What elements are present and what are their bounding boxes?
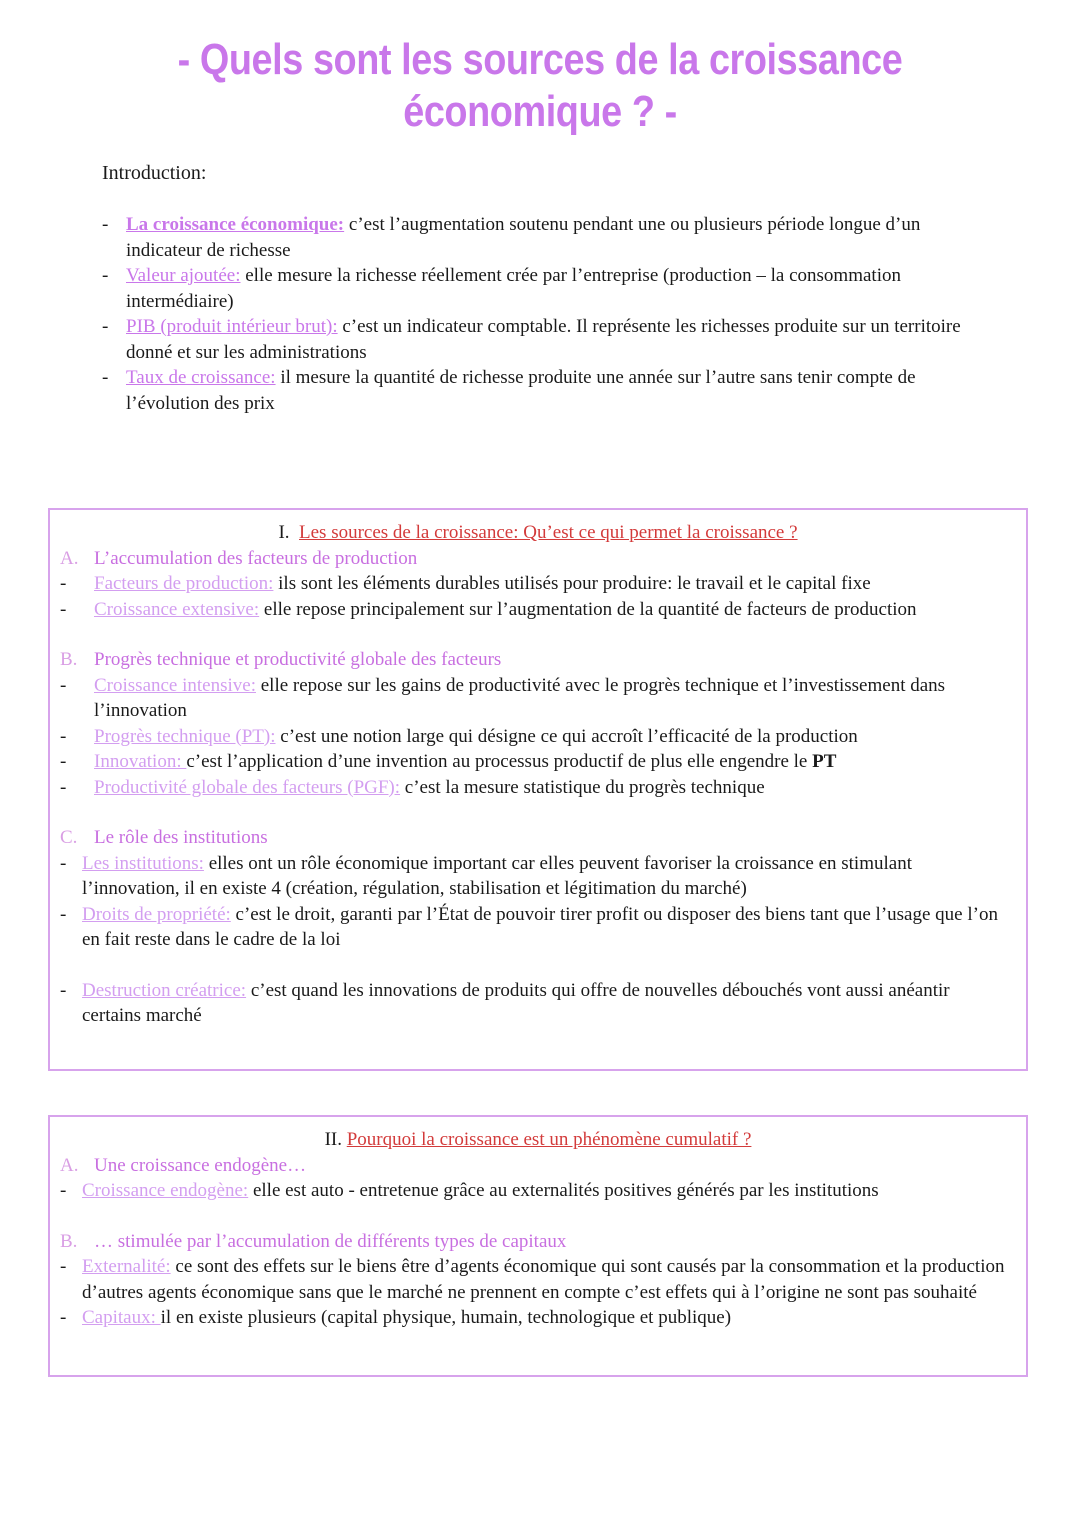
page-title <box>0 34 1080 138</box>
bold-abbreviation: PT <box>812 751 837 772</box>
section-title-text: Pourquoi la croissance est un phénomène cumulatif ? <box>346 1129 752 1150</box>
subsection-a-heading <box>50 1153 1026 1179</box>
subsection-a-heading <box>50 546 1026 572</box>
definition-text: elles ont un rôle économique important car elles peuvent favoriser la croissance en stimulant l’innovation, il en existe 4 (création, régulation, stabilisation et légitimation du marché) <box>82 852 912 899</box>
subsection-b-list <box>50 1254 1026 1331</box>
definition-text: elle mesure la richesse réellement crée par l’entreprise (production – la consommation intermédiaire) <box>126 265 901 312</box>
section-number: I. <box>278 522 290 543</box>
definition-term: Taux de croissance: <box>126 367 276 388</box>
section-1-box <box>48 508 1028 1071</box>
definition-term: Progrès technique (PT): <box>94 725 276 747</box>
list-item <box>50 673 1026 724</box>
definition-text: il en existe plusieurs (capital physique, humain, technologique et publique) <box>160 1307 732 1328</box>
list-item <box>50 1178 1026 1204</box>
subsection-c-list <box>50 851 1026 953</box>
list-item <box>50 1254 1026 1305</box>
list-item <box>50 724 1026 750</box>
definition-term: Croissance intensive: <box>94 674 256 696</box>
intro-list <box>102 212 982 416</box>
definition-text: ce sont des effets sur le biens être d’agents économique qui sont causés par la consommation et la production d’autres agents économique sans que le marché ne prennent en compte c’est effets qui à l’origine ne sont pas souhaité <box>82 1256 1005 1303</box>
definition-text: c’est le droit, garanti par l’État de pouvoir tirer profit ou disposer des biens tant que l’usage que l’on en fait reste dans le cadre de la loi <box>82 903 998 950</box>
definition-text: il mesure la quantité de richesse produite une année sur l’autre sans tenir compte de l’évolution des prix <box>126 367 916 414</box>
subsection-letter: B. <box>60 649 78 670</box>
definition-term: Destruction créatrice: <box>82 979 247 1001</box>
definition-term: Capitaux: <box>82 1307 161 1328</box>
definition-term: Productivité globale des facteurs (PGF): <box>94 776 401 798</box>
list-item <box>50 902 1026 953</box>
definition-term: Innovation: <box>94 751 187 772</box>
subsection-title: … stimulée par l’accumulation de différents types de capitaux <box>94 1230 567 1252</box>
definition-text: c’est quand les innovations de produits qui offre de nouvelles débouchés vont aussi anéantir certains marché <box>82 979 950 1026</box>
list-item <box>102 212 982 263</box>
list-item <box>50 851 1026 902</box>
definition-term: Droits de propriété: <box>82 903 231 925</box>
list-item <box>102 314 982 365</box>
subsection-b-list <box>50 673 1026 801</box>
definition-text: c’est l’augmentation soutenu pendant une ou plusieurs période longue d’un indicateur de richesse <box>126 214 921 261</box>
list-item <box>50 571 1026 597</box>
subsection-title: Une croissance endogène… <box>94 1154 307 1176</box>
definition-term: La croissance économique: <box>126 214 345 235</box>
definition-term: Les institutions: <box>82 852 204 874</box>
subsection-title: Progrès technique et productivité globale des facteurs <box>94 649 502 670</box>
definition-term: Facteurs de production: <box>94 573 274 594</box>
subsection-letter: C. <box>60 827 78 848</box>
list-item <box>50 775 1026 801</box>
intro-heading: Introduction: <box>102 162 207 184</box>
definition-text: elle repose principalement sur l’augmentation de la quantité de facteurs de production <box>259 598 917 620</box>
definition-term: Croissance endogène: <box>82 1180 249 1201</box>
subsection-c-heading <box>50 825 1026 851</box>
definition-text: c’est l’application d’une invention au processus productif de plus elle engendre le <box>186 751 813 772</box>
subsection-a-list <box>50 571 1026 622</box>
title-line-2: économique ? - <box>403 87 677 136</box>
definition-term: Externalité: <box>82 1256 171 1277</box>
section-number: II. <box>324 1129 342 1150</box>
subsection-letter: A. <box>60 1154 79 1176</box>
section-2-box <box>48 1115 1028 1377</box>
list-item <box>50 978 1026 1029</box>
subsection-a-list <box>50 1178 1026 1204</box>
definition-text: c’est un indicateur comptable. Il représente les richesses produite sur un territoire donné et sur les administrations <box>126 316 961 363</box>
list-item <box>102 365 982 416</box>
list-item <box>50 597 1026 623</box>
section-1-title <box>50 520 1026 546</box>
section-2-title <box>50 1127 1026 1153</box>
section-title-text: Les sources de la croissance: Qu’est ce qui permet la croissance ? <box>299 522 798 543</box>
subsection-title: Le rôle des institutions <box>94 827 268 848</box>
definition-term: PIB (produit intérieur brut): <box>126 316 338 337</box>
list-item <box>102 263 982 314</box>
definition-text: c’est la mesure statistique du progrès technique <box>400 776 765 798</box>
subsection-title: L’accumulation des facteurs de production <box>94 547 418 569</box>
subsection-letter: B. <box>60 1230 78 1252</box>
subsection-letter: A. <box>60 547 79 569</box>
subsection-b-heading <box>50 647 1026 673</box>
list-item <box>50 749 1026 775</box>
definition-text: elle est auto - entretenue grâce au externalités positives générés par les institutions <box>248 1180 879 1201</box>
title-line-1: - Quels sont les sources de la croissance <box>177 35 903 84</box>
definition-text: ils sont les éléments durables utilisés pour produire: le travail et le capital fixe <box>273 573 871 594</box>
definition-term: Croissance extensive: <box>94 598 260 620</box>
definition-term: Valeur ajoutée: <box>126 265 241 286</box>
definition-text: elle repose sur les gains de productivité avec le progrès technique et l’investissement dans l’innovation <box>94 674 946 721</box>
subsection-b-heading <box>50 1229 1026 1255</box>
subsection-d-list <box>50 978 1026 1029</box>
list-item <box>50 1305 1026 1331</box>
definition-text: c’est une notion large qui désigne ce qui accroît l’efficacité de la production <box>275 725 858 747</box>
